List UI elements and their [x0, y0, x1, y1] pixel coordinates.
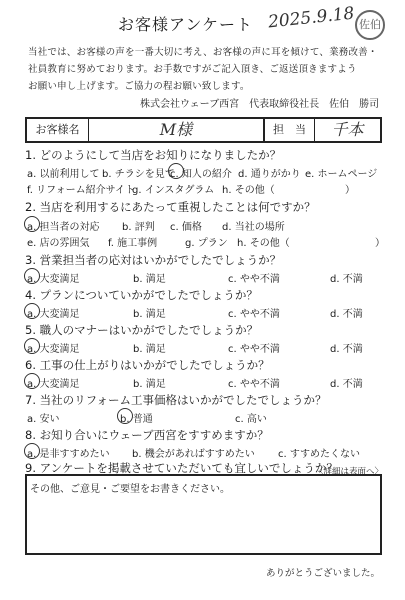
q1-selected-circle [168, 163, 184, 179]
staff-label: 担 当 [265, 119, 315, 141]
q8-option-a[interactable]: a. 是非すすめたい [27, 449, 110, 460]
q1-option-h-close: ） [345, 185, 355, 196]
q2-option-f[interactable]: f. 施工事例 [108, 238, 158, 249]
question-5: 5. 職人のマナーはいかがでしたでしょうか？ [25, 323, 259, 337]
q6-option-a[interactable]: a. 大変満足 [27, 379, 80, 390]
q4-option-b[interactable]: b. 満足 [133, 309, 166, 320]
q7-option-a[interactable]: a. 安い [27, 414, 60, 425]
details-note: 〈詳細は表面へ〉 [315, 467, 384, 477]
q1-option-e[interactable]: e. ホームページ [305, 169, 378, 180]
q8-selected-circle [24, 443, 40, 459]
customer-name-label: お客様名 [27, 119, 89, 141]
thanks-text: ありがとうございました。 [266, 568, 381, 579]
comment-label: その他、ご意見・ご要望をお書きください。 [30, 484, 230, 495]
q3-option-d[interactable]: d. 不満 [330, 274, 363, 285]
q6-selected-circle [24, 373, 40, 389]
intro-line-3: お願い申し上げます。ご協力の程お願い致します。 [28, 81, 250, 92]
q2-option-b[interactable]: b. 評判 [122, 222, 155, 233]
q2-selected-circle [24, 216, 40, 232]
q8-option-c[interactable]: c. すすめたくない [278, 449, 360, 460]
q1-option-d[interactable]: d. 通りがかり [238, 169, 301, 180]
q2-option-h-close: ） [375, 238, 385, 249]
q8-option-b[interactable]: b. 機会があればすすめたい [132, 449, 255, 460]
intro-line-1: 当社では、お客様の声を一番大切に考え、お客様の声に耳を傾けて、業務改善・ [28, 47, 378, 58]
q5-option-a[interactable]: a. 大変満足 [27, 344, 80, 355]
q5-selected-circle [24, 338, 40, 354]
q3-selected-circle [24, 268, 40, 284]
q1-option-c[interactable]: c. 知人の紹介 [170, 169, 232, 180]
q3-option-a[interactable]: a. 大変満足 [27, 274, 80, 285]
q7-option-c[interactable]: c. 高い [235, 414, 267, 425]
q3-option-b[interactable]: b. 満足 [133, 274, 166, 285]
question-3: 3. 営業担当者の応対はいかがでしたでしょうか？ [25, 253, 282, 267]
question-8: 8. お知り合いにウェーブ西宮をすすめますか？ [25, 428, 269, 442]
q2-option-h[interactable]: h. その他（ [237, 238, 290, 249]
q1-option-g[interactable]: g. インスタグラム [132, 185, 215, 196]
q5-option-b[interactable]: b. 満足 [133, 344, 166, 355]
q6-option-d[interactable]: d. 不満 [330, 379, 363, 390]
handwritten-date: 2025.9.18 [267, 3, 356, 33]
question-6: 6. 工事の仕上がりはいかがでしたでしょうか？ [25, 358, 270, 372]
q5-option-d[interactable]: d. 不満 [330, 344, 363, 355]
question-4: 4. プランについていかがでしたでしょうか？ [25, 288, 258, 302]
q1-option-h[interactable]: h. その他（ [222, 185, 275, 196]
question-1: 1. どのようにして当店をお知りになりましたか？ [25, 148, 282, 162]
company-signature: 株式会社ウェーブ西宮 代表取締役社長 佐伯 勝司 [140, 99, 380, 110]
q2-option-a[interactable]: a. 担当者の対応 [27, 222, 100, 233]
question-9: 9. アンケートを掲載させていただいても宜しいでしょうか？ [25, 461, 338, 475]
q1-option-f[interactable]: f. リフォーム紹介サイト [27, 185, 135, 196]
q3-option-c[interactable]: c. やや不満 [228, 274, 280, 285]
q1-option-a[interactable]: a. 以前利用して [27, 169, 100, 180]
q1-option-b[interactable]: b. チラシを見て [102, 169, 175, 180]
q6-option-b[interactable]: b. 満足 [133, 379, 166, 390]
customer-name-field[interactable]: M様 [89, 119, 265, 141]
q2-option-d[interactable]: d. 当社の場所 [222, 222, 285, 233]
q4-option-c[interactable]: c. やや不満 [228, 309, 280, 320]
q4-option-a[interactable]: a. 大変満足 [27, 309, 80, 320]
q4-selected-circle [24, 303, 40, 319]
q2-option-e[interactable]: e. 店の雰囲気 [27, 238, 90, 249]
intro-line-2: 社員教育に努めております。お手数ですがご記入頂き、ご返送頂きますよう [28, 64, 357, 75]
q2-option-c[interactable]: c. 価格 [170, 222, 202, 233]
q2-option-g[interactable]: g. プラン [185, 238, 228, 249]
q5-option-c[interactable]: c. やや不満 [228, 344, 280, 355]
question-2: 2. 当店を利用するにあたって重視したことは何ですか？ [25, 200, 316, 214]
staff-name-field[interactable]: 千本 [331, 120, 364, 139]
survey-title: お客様アンケート [118, 15, 254, 34]
q7-selected-circle [117, 408, 133, 424]
name-staff-box [25, 117, 382, 143]
question-7: 7. 当社のリフォーム工事価格はいかがでしたでしょうか？ [25, 393, 327, 407]
q7-option-b[interactable]: b. 普通 [120, 414, 153, 425]
seal-stamp: 佐伯 [355, 10, 385, 40]
q4-option-d[interactable]: d. 不満 [330, 309, 363, 320]
q6-option-c[interactable]: c. やや不満 [228, 379, 280, 390]
